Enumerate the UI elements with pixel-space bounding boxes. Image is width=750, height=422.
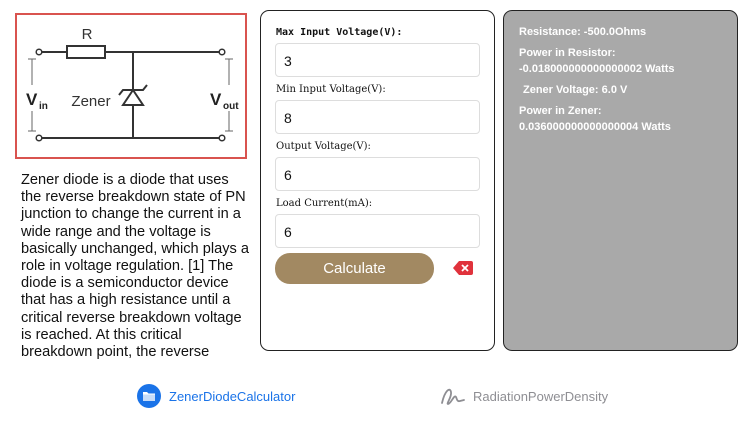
vout-subscript: out	[223, 101, 239, 112]
zener-circuit-diagram	[15, 13, 247, 159]
power-zener-title: Power in Zener:	[519, 105, 602, 117]
results-panel	[503, 10, 738, 351]
max-input-voltage-label: Max Input Voltage(V):	[276, 27, 403, 38]
zener-label: Zener	[71, 93, 111, 110]
zener-diode-symbol	[123, 90, 143, 105]
vin-subscript: in	[39, 101, 48, 112]
vin-label: V	[26, 90, 38, 109]
max-input-voltage-field[interactable]: 3	[275, 43, 480, 77]
min-input-voltage-field[interactable]: 8	[275, 100, 480, 134]
power-zener-value: 0.036000000000000004 Watts	[519, 121, 671, 133]
resistor-label: R	[81, 26, 93, 43]
signature-icon	[440, 384, 466, 408]
circuit-schematic	[17, 15, 245, 157]
folder-icon	[137, 384, 161, 408]
output-voltage-field[interactable]: 6	[275, 157, 480, 191]
zener-description: Zener diode is a diode that uses the reverse breakdown state of PN junction to change the current in a wide range and the voltage is basically unchanged, which plays a role in voltage regulation. [1] The diode is a semiconductor device that has a high resistance until a critical reverse breakdown voltage is reached. At this critical breakdown point, the reverse	[21, 172, 249, 361]
power-resistor-title: Power in Resistor:	[519, 47, 616, 59]
delete-clear-icon[interactable]	[453, 261, 473, 275]
tab-label: RadiationPowerDensity	[473, 388, 609, 404]
min-input-voltage-label: Min Input Voltage(V):	[276, 84, 386, 95]
load-current-field[interactable]: 6	[275, 214, 480, 248]
power-resistor-value: -0.018000000000000002 Watts	[519, 63, 675, 75]
calculate-button[interactable]: Calculate	[275, 253, 434, 284]
load-current-label: Load Current(mA):	[276, 198, 373, 209]
tab-zener-diode-calculator[interactable]	[137, 384, 295, 408]
output-voltage-label: Output Voltage(V):	[276, 141, 371, 152]
tab-bar	[0, 370, 750, 422]
input-form-panel	[260, 10, 495, 351]
resistor-symbol	[67, 46, 105, 58]
zener-voltage-result: Zener Voltage: 6.0 V	[523, 84, 628, 96]
vout-label: V	[210, 90, 222, 109]
tab-radiation-power-density[interactable]	[440, 384, 608, 408]
tab-label: ZenerDiodeCalculator	[169, 388, 296, 404]
resistance-result: Resistance: -500.0Ohms	[519, 26, 647, 38]
